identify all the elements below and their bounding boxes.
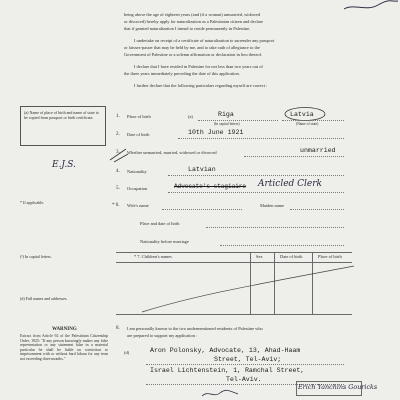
undertake-line-2: or laissez-passer that may be held by me, and to take oath of allegiance to the (124, 45, 260, 50)
q4-number: 4. (116, 169, 120, 174)
q2-birth-date: 10th June 1921 (188, 129, 244, 136)
margin-strike-mark (108, 146, 130, 164)
if-applicable-note: * If applicable. (20, 200, 45, 205)
q6-nationality-before-label: Nationality before marriage (140, 239, 189, 244)
q3-number: 3. (116, 150, 120, 155)
q6-label: Wife's name (127, 203, 149, 208)
q1-birth-country: Latvia (290, 111, 314, 118)
declare-line-1: I declare that I have resided in Palestine for not less than two years out of (134, 64, 263, 69)
referee-2-line-1: Israel Lichtenstein, 1, Ramchal Street, (150, 367, 305, 374)
table-cancel-mark (140, 264, 360, 314)
q2-number: 2. (116, 132, 120, 137)
capital-letters-note: (¹) In capital letters. (20, 254, 52, 259)
birth-note-text: (a) Name of place of birth and name of state to be copied from passport or birth certificate. (24, 110, 99, 120)
q1-sub-capital: (In capital letters) (214, 122, 240, 126)
warning-title: WARNING (52, 327, 77, 332)
declare-line-2: the three years immediately preceding the date of this application. (124, 71, 240, 76)
q1-label: Place of birth (127, 114, 151, 119)
q4-label: Nationality (127, 169, 147, 174)
q8-number: 8. (116, 326, 120, 331)
q2-label: Date of birth (127, 132, 150, 137)
q1-marker: (a) (188, 114, 193, 119)
q8-line-1: I am personally known to the two undermentioned residents of Palestine who (127, 326, 263, 331)
birth-note-box (20, 106, 106, 146)
table-col-pob: Place of birth (318, 254, 342, 259)
q8-marker: (d) (124, 350, 130, 355)
table-col-dob: Date of birth (280, 254, 303, 259)
warning-text: Extract from Article 92 of the Palestinian Citizenship Order, 1925: "If any person knowingly makes any false representation or any statement false in a material particular he shall be liable on conviction to imprisonment with or without hard labour for any term not exceeding three months." (20, 334, 108, 361)
q5-number: 5. (116, 186, 120, 191)
undertake-line-1: I undertake on receipt of a certificate of naturalization to surrender any passport (134, 38, 275, 43)
referee-1-line-2: Street, Tel-Aviv; (214, 356, 282, 363)
q3-label: Whether unmarried, married, widowed or divorced (127, 150, 217, 155)
intro-line-1: being above the age of eighteen years (and (if a woman) unmarried, widowed (124, 12, 261, 17)
table-col-sex: Sex (256, 254, 263, 259)
further-declaration: I further declare that the following particulars regarding myself are correct : (134, 83, 268, 88)
q6-maiden-label: Maiden name (260, 203, 285, 208)
q5-label: Occupation (127, 186, 148, 191)
referee-2-line-2: Tel-Aviv. (226, 376, 262, 383)
bottom-scribble-mark (200, 388, 240, 400)
signature: Erich Yanchins Gouricks (298, 383, 378, 391)
q4-nationality: Latvian (188, 166, 216, 173)
q8-line-2: are prepared to support my application : (127, 333, 198, 338)
top-scribble-mark (340, 0, 400, 14)
full-names-note: (d) Full names and addresses. (20, 296, 68, 301)
q3-marital-status: unmarried (300, 147, 336, 154)
intro-line-3: that if granted naturalization I intend to reside permanently in Palestine. (124, 26, 251, 31)
q5-occupation-handwritten: Articled Clerk (258, 179, 323, 189)
q1-number: 1. (116, 114, 120, 119)
margin-initials: E.J.S. (52, 160, 76, 170)
q6-marker: * 6. (112, 203, 120, 208)
table-col-children: * 7. Children's names (134, 254, 172, 259)
undertake-line-3: Government of Palestine or a solemn affirmation or declaration in lieu thereof. (124, 52, 263, 57)
q1-sub-state: (Name of state) (296, 122, 319, 126)
intro-line-2: or divorced) hereby apply for naturalization as a Palestinian citizen and declare (124, 19, 264, 24)
referee-1-line-1: Aron Polonsky, Advocate, 13, Ahad-Haam (150, 347, 301, 354)
q6-place-date-label: Place and date of birth (140, 221, 180, 226)
q1-birth-city: Riga (218, 111, 234, 118)
q5-occupation-struck: Advocate's stagiaire (174, 183, 247, 190)
